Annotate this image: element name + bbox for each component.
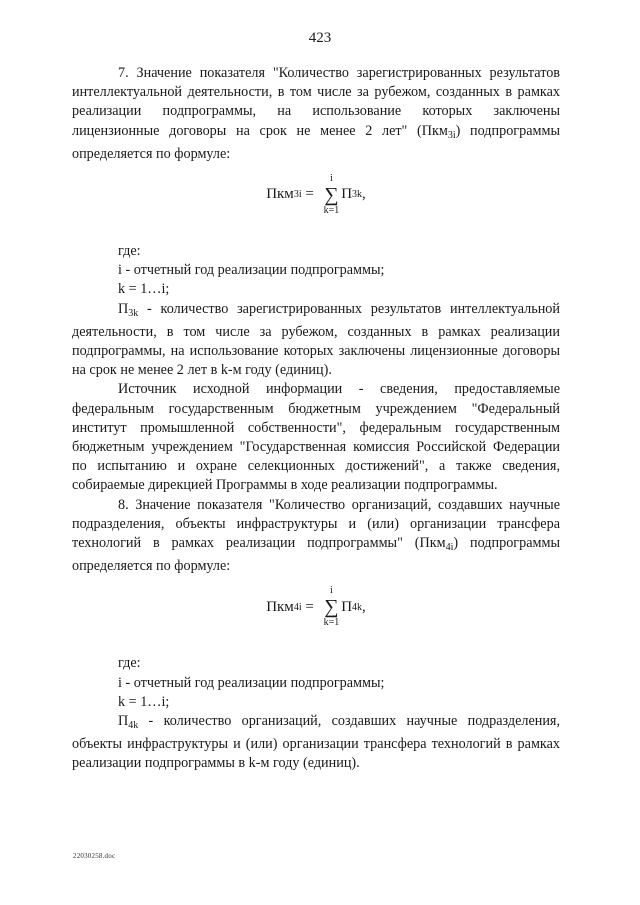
formula-7-equals: =	[301, 186, 318, 203]
def-p3k-text: - количество зарегистрированных результатов интеллектуальной деятельности, в том числе за рубежом, созданных в рамках реализации подпрограммы, на использование которых заключены лицензионные договоры на срок не менее 2 лет в k-м году (единиц).	[72, 300, 560, 379]
def-p3k-sub: 3k	[128, 307, 139, 319]
formula-7	[72, 174, 560, 228]
section-7-paragraph	[72, 64, 560, 164]
def-k-8: k = 1…i;	[118, 693, 170, 710]
def-i-8: i - отчетный год реализации подпрограммы;	[118, 674, 385, 691]
document-body	[72, 64, 560, 774]
section-7-text-end: ) подпрограммы определяется по формуле:	[72, 122, 560, 162]
sigma-icon: ∑	[324, 596, 339, 619]
page-number: 423	[308, 30, 332, 46]
def-p4k-sub: 4k	[128, 720, 139, 732]
where-label-8: где:	[118, 655, 141, 672]
formula-7-rhs: П	[341, 186, 353, 203]
def-p3k-symbol: П	[118, 300, 129, 317]
formula-7-lhs-sub: 3i	[293, 189, 302, 201]
def-p3k	[72, 300, 560, 381]
formula-8-comma: ,	[362, 598, 366, 615]
section-7-subscript: 3i	[447, 129, 456, 141]
sigma-icon: ∑	[324, 184, 339, 207]
footer-filename: 22030258.doc	[73, 852, 116, 860]
sigma-7-upper: i	[329, 173, 333, 185]
sigma-7-lower: k=1	[323, 205, 340, 217]
sigma-8-lower: k=1	[323, 617, 340, 629]
section-8-subscript: 4i	[445, 542, 454, 554]
section-8-text-end: ) подпрограммы определяется по формуле:	[72, 535, 560, 575]
formula-7-rhs-sub: 3k	[352, 189, 363, 201]
sigma-8-upper: i	[329, 585, 333, 597]
def-p4k-symbol: П	[118, 713, 129, 730]
section-7-text: 7. Значение показателя "Количество зарегистрированных результатов интеллектуальной деятельности, в том числе за рубежом, созданных в рамках реализации подпрограммы, на использование которых заключены лицензионные договоры на срок не менее 2 лет" (Пкм	[72, 65, 560, 139]
where-label-7: где:	[118, 243, 141, 260]
source-paragraph: Источник исходной информации - сведения, предоставляемые федеральным государственным бюджетным учреждением "Федеральный институт промышленной собственности", федеральным государственным бюджетным учреждением "Государственная комиссия Российской Федерации по испытанию и охране селекционных достижений", а также сведения, собираемые дирекцией Программы в ходе реализации подпрограммы.	[72, 381, 560, 494]
formula-8	[72, 586, 560, 640]
formula-8-rhs: П	[341, 598, 353, 615]
def-i-7: i - отчетный год реализации подпрограммы;	[118, 262, 385, 279]
formula-7-lhs: Пкм	[266, 186, 294, 203]
formula-8-lhs-sub: 4i	[293, 601, 302, 613]
formula-8-equals: =	[301, 598, 318, 615]
sigma-8	[324, 586, 340, 628]
def-k-7: k = 1…i;	[118, 281, 170, 298]
formula-8-rhs-sub: 4k	[352, 601, 363, 613]
def-p4k-text: - количество организаций, создавших научные подразделения, объекты инфраструктуры и (или) организации трансфера технологий в рамках реализации подпрограммы в k-м году (единиц).	[72, 713, 560, 772]
def-p4k	[72, 712, 560, 774]
section-8-paragraph	[72, 496, 560, 577]
sigma-7	[324, 174, 340, 216]
formula-7-comma: ,	[362, 186, 366, 203]
formula-8-lhs: Пкм	[266, 598, 294, 615]
section-8-text: 8. Значение показателя "Количество организаций, создавших научные подразделения, объекты инфраструктуры и (или) организации трансфера технологий в рамках реализации подпрограммы" (Пкм	[72, 496, 560, 552]
